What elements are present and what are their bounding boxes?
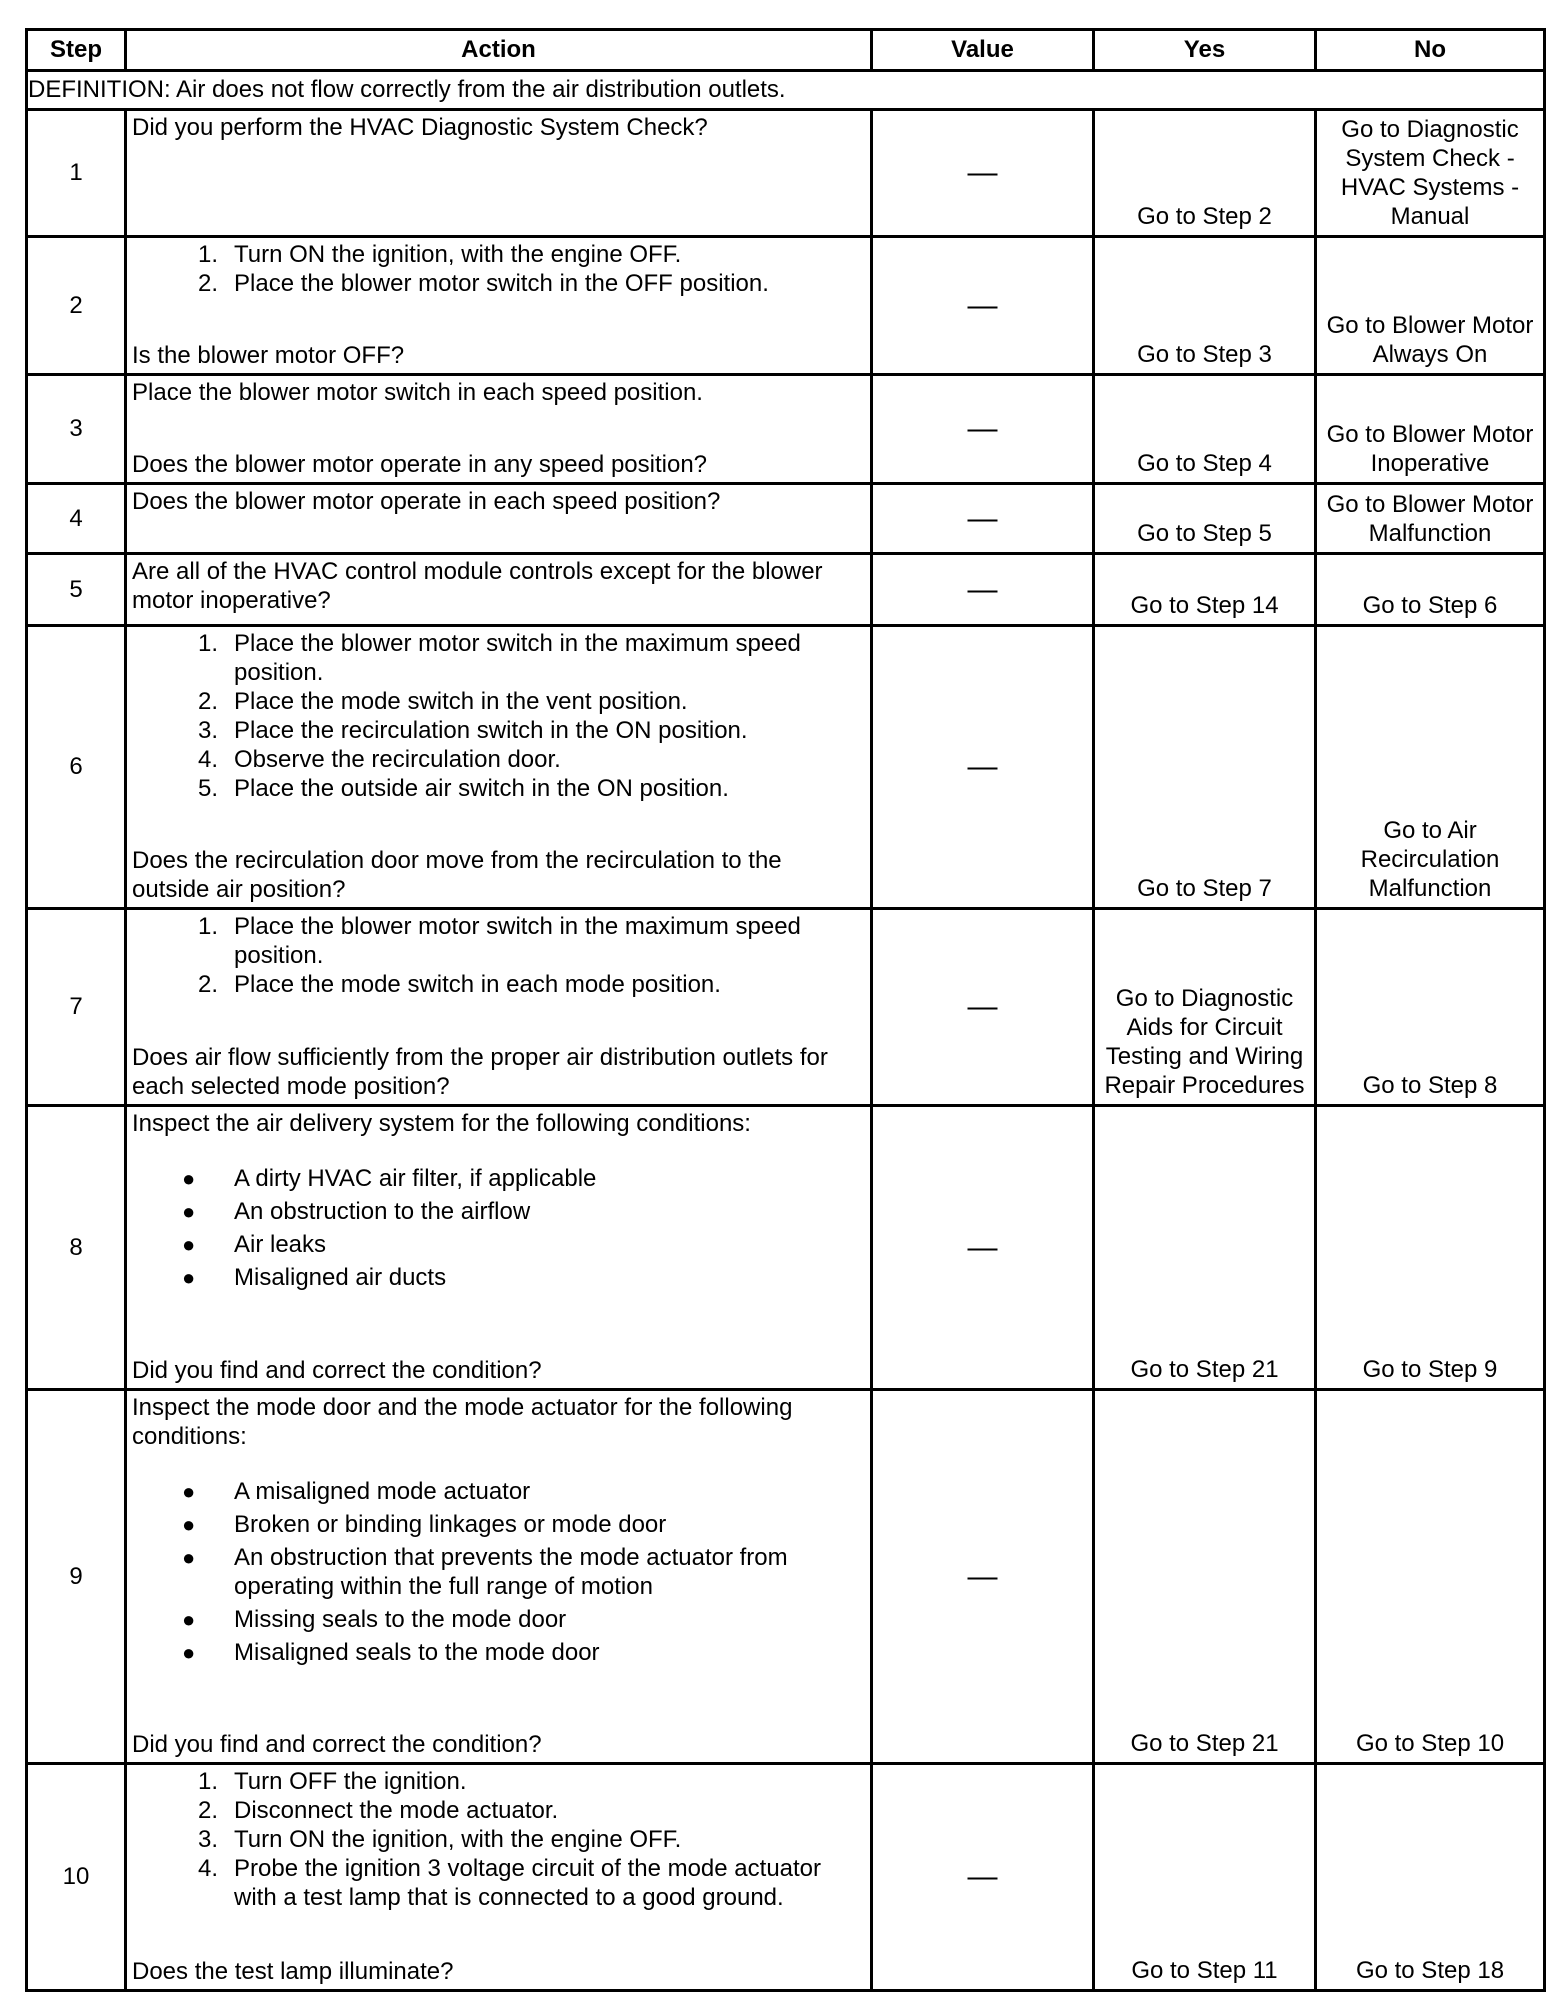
- list-item-text: An obstruction that prevents the mode actuator from operating within the full range of motion: [234, 1544, 788, 1600]
- action-content: [132, 912, 865, 1101]
- no-result: Go to Step 6: [1316, 554, 1545, 626]
- bullet-marker: ●: [182, 1166, 196, 1191]
- step-row-6: [27, 626, 1545, 909]
- list-item: [132, 1230, 865, 1259]
- list-item: [132, 687, 865, 716]
- list-item-text: Turn OFF the ignition.: [234, 1768, 467, 1795]
- value-cell: —: [872, 237, 1094, 375]
- list-item-text: Place the recirculation switch in the ON position.: [234, 717, 748, 744]
- list-number: 4.: [197, 1855, 218, 1882]
- step-number: 4: [27, 484, 126, 554]
- bullet-marker: ●: [182, 1512, 196, 1537]
- step-row-7: [27, 909, 1545, 1106]
- action-cell: [126, 554, 872, 626]
- action-question: Did you find and correct the condition?: [132, 1731, 542, 1758]
- diagnostic-table: [25, 28, 1546, 1992]
- list-item-text: Place the mode switch in each mode position.: [234, 971, 721, 998]
- step-number: 10: [27, 1764, 126, 1991]
- yes-result: Go to Diagnostic Aids for Circuit Testing and Wiring Repair Procedures: [1094, 909, 1316, 1106]
- action-intro: Inspect the mode door and the mode actuator for the following conditions:: [132, 1394, 793, 1450]
- action-question: Does the recirculation door move from the recirculation to the outside air position?: [132, 847, 782, 903]
- no-result: Go to Step 10: [1316, 1390, 1545, 1764]
- list-number: 1.: [197, 913, 218, 940]
- step-number: 9: [27, 1390, 126, 1764]
- list-number: 3.: [197, 717, 218, 744]
- list-item-text: Place the mode switch in the vent position.: [234, 688, 688, 715]
- action-content: [132, 487, 865, 549]
- no-result: Go to Blower Motor Always On: [1316, 237, 1545, 375]
- step-row-4: [27, 484, 1545, 554]
- list-item: [132, 1854, 865, 1912]
- step-number: 8: [27, 1106, 126, 1390]
- action-content: [132, 1393, 865, 1759]
- bullet-list: [132, 1164, 865, 1296]
- step-number: 1: [27, 110, 126, 237]
- action-intro: Did you perform the HVAC Diagnostic System Check?: [132, 114, 708, 141]
- list-item-text: Place the blower motor switch in the OFF position.: [234, 270, 769, 297]
- action-cell: [126, 375, 872, 484]
- list-item: [132, 1605, 865, 1634]
- list-item: [132, 629, 865, 687]
- yes-result: Go to Step 4: [1094, 375, 1316, 484]
- action-cell: [126, 1764, 872, 1991]
- action-intro: Inspect the air delivery system for the following conditions:: [132, 1110, 751, 1137]
- action-content: [132, 240, 865, 370]
- list-item: [132, 716, 865, 745]
- action-question: Is the blower motor OFF?: [132, 342, 405, 369]
- step-number: 2: [27, 237, 126, 375]
- value-cell: —: [872, 626, 1094, 909]
- list-item: [132, 970, 865, 999]
- action-content: [132, 1109, 865, 1385]
- list-item: [132, 1477, 865, 1506]
- list-number: 2.: [197, 971, 218, 998]
- list-number: 2.: [197, 1797, 218, 1824]
- bullet-marker: ●: [182, 1232, 196, 1257]
- list-number: 2.: [197, 270, 218, 297]
- list-item-text: Observe the recirculation door.: [234, 746, 561, 773]
- yes-result: Go to Step 21: [1094, 1106, 1316, 1390]
- step-row-2: [27, 237, 1545, 375]
- list-item-text: Turn ON the ignition, with the engine OFF.: [234, 1826, 682, 1853]
- value-cell: —: [872, 484, 1094, 554]
- list-item-text: Broken or binding linkages or mode door: [234, 1511, 667, 1538]
- bullet-marker: ●: [182, 1479, 196, 1504]
- bullet-marker: ●: [182, 1545, 196, 1570]
- action-intro: Are all of the HVAC control module controls except for the blower motor inoperative?: [132, 558, 823, 614]
- list-item: [132, 240, 865, 269]
- step-row-3: [27, 375, 1545, 484]
- list-number: 3.: [197, 1826, 218, 1853]
- step-row-9: [27, 1390, 1545, 1764]
- action-intro: Does the blower motor operate in each speed position?: [132, 488, 721, 515]
- value-cell: —: [872, 1764, 1094, 1991]
- spacer: [132, 1912, 865, 1957]
- list-number: 1.: [197, 1768, 218, 1795]
- spacer: [132, 1296, 865, 1356]
- list-number: 1.: [197, 241, 218, 268]
- step-number: 7: [27, 909, 126, 1106]
- action-question: Did you find and correct the condition?: [132, 1357, 542, 1384]
- yes-result: Go to Step 3: [1094, 237, 1316, 375]
- list-item: [132, 1543, 865, 1601]
- no-result: Go to Diagnostic System Check - HVAC Systems - Manual: [1316, 110, 1545, 237]
- yes-result: Go to Step 21: [1094, 1390, 1316, 1764]
- list-number: 2.: [197, 688, 218, 715]
- list-item: [132, 912, 865, 970]
- bullet-marker: ●: [182, 1265, 196, 1290]
- no-result: Go to Air Recirculation Malfunction: [1316, 626, 1545, 909]
- spacer: [132, 1671, 865, 1730]
- bullet-list: [132, 1477, 865, 1671]
- list-item-text: Misaligned seals to the mode door: [234, 1639, 600, 1666]
- action-content: [132, 113, 865, 232]
- list-item: [132, 1796, 865, 1825]
- list-item-text: Disconnect the mode actuator.: [234, 1797, 559, 1824]
- column-header-yes: Yes: [1094, 30, 1316, 71]
- action-cell: [126, 1106, 872, 1390]
- step-number: 5: [27, 554, 126, 626]
- step-number: 3: [27, 375, 126, 484]
- no-result: Go to Step 18: [1316, 1764, 1545, 1991]
- list-item-text: Air leaks: [234, 1231, 327, 1258]
- step-row-1: [27, 110, 1545, 237]
- value-cell: —: [872, 1106, 1094, 1390]
- list-item: [132, 1767, 865, 1796]
- action-question: Does the test lamp illuminate?: [132, 1958, 454, 1985]
- yes-result: Go to Step 2: [1094, 110, 1316, 237]
- value-cell: —: [872, 375, 1094, 484]
- list-number: 4.: [197, 746, 218, 773]
- action-cell: [126, 909, 872, 1106]
- step-number: 6: [27, 626, 126, 909]
- yes-result: Go to Step 5: [1094, 484, 1316, 554]
- yes-result: Go to Step 7: [1094, 626, 1316, 909]
- numbered-list: [132, 1767, 865, 1912]
- list-item: [132, 1197, 865, 1226]
- action-content: [132, 378, 865, 479]
- column-header-value: Value: [872, 30, 1094, 71]
- spacer: [132, 298, 865, 341]
- list-item: [132, 774, 865, 803]
- value-cell: —: [872, 1390, 1094, 1764]
- list-number: 5.: [197, 775, 218, 802]
- definition-text: DEFINITION: Air does not flow correctly from the air distribution outlets.: [27, 71, 1545, 110]
- action-cell: [126, 237, 872, 375]
- no-result: Go to Step 9: [1316, 1106, 1545, 1390]
- list-item-text: Place the blower motor switch in the maximum speed position.: [234, 913, 801, 969]
- column-header-no: No: [1316, 30, 1545, 71]
- action-content: [132, 557, 865, 621]
- action-cell: [126, 626, 872, 909]
- bullet-marker: ●: [182, 1640, 196, 1665]
- list-item: [132, 745, 865, 774]
- column-header-step: Step: [27, 30, 126, 71]
- list-item-text: Probe the ignition 3 voltage circuit of the mode actuator with a test lamp that is connected to a good ground.: [234, 1855, 822, 1911]
- list-item-text: Turn ON the ignition, with the engine OFF.: [234, 241, 682, 268]
- list-item: [132, 1638, 865, 1667]
- step-row-10: [27, 1764, 1545, 1991]
- bullet-marker: ●: [182, 1199, 196, 1224]
- spacer: [132, 999, 865, 1043]
- action-content: [132, 1767, 865, 1986]
- list-item-text: An obstruction to the airflow: [234, 1198, 531, 1225]
- list-item: [132, 1825, 865, 1854]
- list-item: [132, 1164, 865, 1193]
- spacer: [132, 803, 865, 846]
- list-item: [132, 1263, 865, 1292]
- step-row-5: [27, 554, 1545, 626]
- action-intro: Place the blower motor switch in each speed position.: [132, 379, 703, 406]
- numbered-list: [132, 240, 865, 298]
- list-item: [132, 269, 865, 298]
- value-cell: —: [872, 554, 1094, 626]
- numbered-list: [132, 629, 865, 803]
- no-result: Go to Step 8: [1316, 909, 1545, 1106]
- no-result: Go to Blower Motor Malfunction: [1316, 484, 1545, 554]
- no-result: Go to Blower Motor Inoperative: [1316, 375, 1545, 484]
- yes-result: Go to Step 14: [1094, 554, 1316, 626]
- action-question: Does the blower motor operate in any speed position?: [132, 451, 708, 478]
- list-item-text: Place the outside air switch in the ON position.: [234, 775, 729, 802]
- step-row-8: [27, 1106, 1545, 1390]
- action-question: Does air flow sufficiently from the proper air distribution outlets for each selected mode position?: [132, 1044, 828, 1100]
- spacer: [132, 407, 865, 450]
- list-item-text: Missing seals to the mode door: [234, 1606, 567, 1633]
- action-cell: [126, 484, 872, 554]
- list-number: 1.: [197, 630, 218, 657]
- list-item-text: A dirty HVAC air filter, if applicable: [234, 1165, 597, 1192]
- definition-row: [27, 71, 1545, 110]
- list-item-text: Place the blower motor switch in the maximum speed position.: [234, 630, 801, 686]
- bullet-marker: ●: [182, 1607, 196, 1632]
- value-cell: —: [872, 909, 1094, 1106]
- value-cell: —: [872, 110, 1094, 237]
- numbered-list: [132, 912, 865, 999]
- action-cell: [126, 110, 872, 237]
- yes-result: Go to Step 11: [1094, 1764, 1316, 1991]
- list-item: [132, 1510, 865, 1539]
- action-content: [132, 629, 865, 904]
- diagnostic-table-container: [25, 28, 1543, 1992]
- header-row: [27, 30, 1545, 71]
- action-cell: [126, 1390, 872, 1764]
- list-item-text: Misaligned air ducts: [234, 1264, 447, 1291]
- list-item-text: A misaligned mode actuator: [234, 1478, 531, 1505]
- column-header-action: Action: [126, 30, 872, 71]
